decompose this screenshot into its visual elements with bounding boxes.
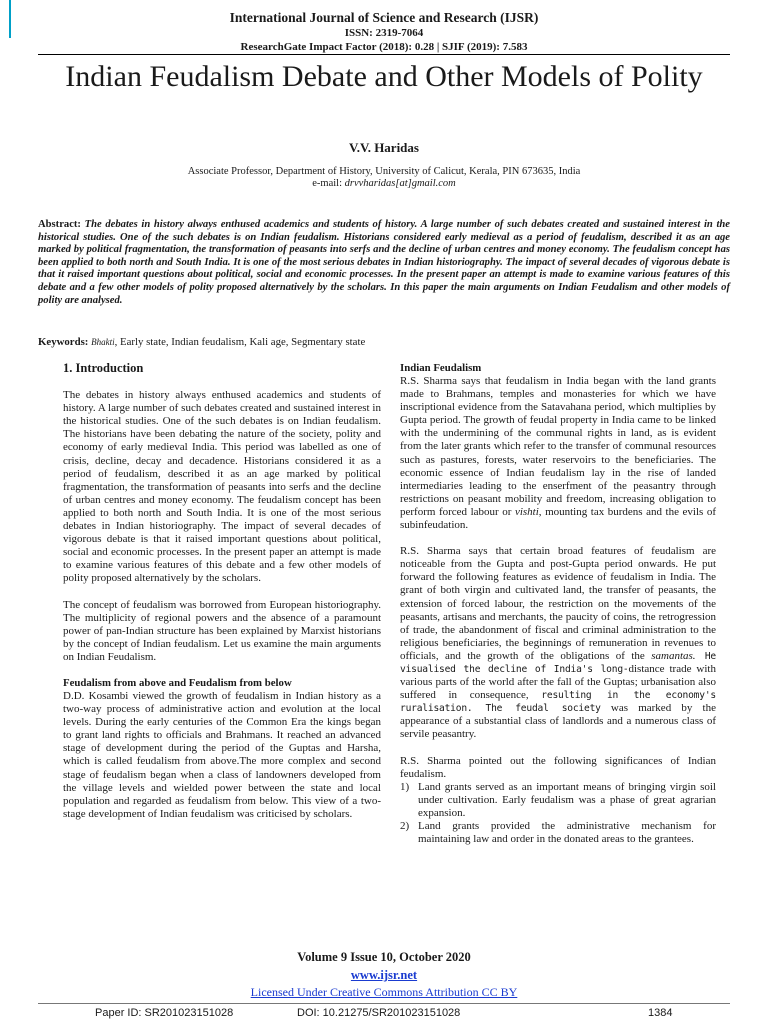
sharma-p2-mono-2: resulting in the economy's ruralisation. The feudal society	[400, 690, 716, 715]
keywords	[38, 336, 730, 348]
list-number: 2)	[400, 820, 410, 832]
journal-name: International Journal of Science and Research (IJSR)	[229, 10, 539, 25]
paper-title: Indian Feudalism Debate and Other Models of Polity	[65, 60, 703, 93]
email-label: e-mail:	[312, 178, 342, 189]
list-item	[400, 781, 716, 820]
journal-header	[0, 10, 768, 54]
footer-website-link[interactable]: www.ijsr.net	[350, 968, 418, 982]
issn: ISSN: 2319-7064	[344, 27, 424, 39]
footer-rule	[38, 1003, 730, 1004]
intro-paragraph-2: The concept of feudalism was borrowed from European historiography. The multiplicity of regional powers and the absence of a paramount power of pan-Indian structure has been explained by Marxist historians by the concept of Indian feudalism. Let us examine the main arguments on Indian Feudalism.	[63, 598, 381, 663]
sharma-p2-text-c: was marked by the appearance of a substantial class of landlords and a numerous class of servile peasantry.	[400, 702, 716, 741]
affiliation-block	[0, 166, 768, 190]
footer-volume: Volume 9 Issue 10, October 2020	[297, 950, 471, 964]
term-vishti: vishti	[514, 505, 539, 518]
subheading-indian-feudalism: Indian Feudalism	[400, 362, 482, 374]
list-item	[400, 820, 716, 846]
abstract	[38, 219, 730, 307]
list-text: Land grants provided the administrative mechanism for maintaining law and order in the donated areas to the grantees.	[418, 820, 716, 846]
list-number: 1)	[400, 780, 410, 793]
sharma-p2-mono-1: He visualised the decline of India's long-	[400, 650, 716, 675]
term-samantas: samantas.	[651, 649, 696, 662]
section-title-introduction: 1. Introduction	[63, 361, 144, 375]
footer-license-link[interactable]: Licensed Under Creative Commons Attribution CC BY	[250, 985, 518, 999]
sharma-p1-text-b: , mounting tax burdens and the evils of subinfeudation.	[400, 505, 716, 532]
author-name: V.V. Haridas	[349, 140, 419, 155]
sharma-paragraph-2	[400, 545, 716, 741]
footer-page-number: 1384	[648, 1007, 673, 1019]
kosambi-paragraph: D.D. Kosambi viewed the growth of feudalism in Indian history as a two-way process of administrative action and evolution at the local levels. During the early centuries of the Common Era the kings began to grant land rights to officials and Brahmans. It reached an advanced stage of development during the period of the Guptas and Harsha, which is called feudalism from above.The more complex and second stage of feudalism began when a class of landowners developed from the village levels and wielded power between the state and local population and regarded as feudalism from below. This view of a two-stage development of Indian feudalism was criticised by scholars.	[63, 689, 381, 820]
keywords-list: , Early state, Indian feudalism, Kali age, Segmentary state	[114, 336, 366, 348]
email-line	[0, 178, 768, 190]
subheading-feudalism-above-below: Feudalism from above and Feudalism from below	[63, 676, 292, 689]
abstract-label: Abstract:	[38, 219, 81, 230]
left-column	[63, 362, 381, 821]
list-text: Land grants served as an important means of bringing virgin soil under cultivation. Early feudalism was a phase of great agrarian expansion.	[418, 780, 716, 819]
sharma-paragraph-1	[400, 375, 716, 532]
sharma-p2-text-a: R.S. Sharma says that certain broad features of feudalism are noticeable from the Gupta and post-Gupta period onwards. He put forward the following features as evidence of feudalism in India. The grant of both virgin and cultivated land, the transfer of peasants, the extension of forced labour, the restriction on the movements of the peasants, artisans and merchants, the paucity of coins, the retrogression of trade, the abandonment of fiscal and criminal administration to the religious beneficiaries, the beginnings of remuneration in revenues to officials, and the growth of the obligations of the	[400, 545, 716, 662]
keyword-bhakti: Bhakti	[91, 337, 115, 347]
impact-factor: ResearchGate Impact Factor (2018): 0.28 | SJIF (2019): 7.583	[240, 41, 528, 53]
right-column	[400, 362, 716, 846]
intro-paragraph-1: The debates in history always enthused academics and students of history. A large number of such debates created and sustained interest in the historical studies. One of the such debates is on Indian feudalism. The historians have been debating the nature of the society, polity and economy of early medieval India. This period was labelled as one of crisis, decline, decay and decadence. Historians considered it as a period of feudalism, described it as an age marked by political fragmentation, the transformation of peasants into serfs and the decline of urban centres and money economy. The feudalism concept has been applied to both north and South India. It is one of the most serious debates in Indian historiography. The impact of several decades of vigorous debate is that it raised important questions about political, social and economic processes. In the present paper an attempt is made to examine various features of this debate and a few other models of polity proposed alternatively by the scholars.	[63, 389, 381, 585]
sharma-p2-text-b: distance trade with various parts of the world after the fall of the Guptas; urbanisation also suffered in consequence,	[400, 662, 716, 702]
abstract-text: The debates in history always enthused academics and students of history. A large number of such debates created and sustained interest in the historical studies. One of the such debates is on Indian feudalism. Historians considered early medieval as a period of feudalism, described it as an age marked by political fragmentation, the transformation of peasants into serfs and the decline of urban centres and money economy. The feudalism concept has been applied to both north and South India. It is one of the most serious debates in Indian historiography. The impact of several decades of vigorous debate is that it raised important questions about political, social and economic processes. In the present paper an attempt is made to examine various features of this debate and a few other models of polity proposed alternatively by the scholars. In this paper the main arguments on Indian Feudalism and other models of polity are analysed.	[38, 219, 730, 306]
significance-list	[400, 781, 716, 846]
footer-paper-id: Paper ID: SR201023151028	[95, 1007, 234, 1019]
sharma-p1-text-a: R.S. Sharma says that feudalism in India began with the land grants made to Brahmans, temples and monasteries for which we have inscriptional evidence from the Satavahana period, which multiplies by Gupta period. The growth of feudal property in India came to be linked with the undermining of the communal rights in land, as is evident from the later grants which refer to the transfer of communal resources such as pastures, forests, water reservoirs to the beneficiaries. The economic essence of Indian feudalism lay in the rise of landed intermediaries leading to the enserfment of the peasantry through restrictions on peasant mobility and freedom, increasing obligation to perform forced labour or	[400, 375, 716, 518]
sharma-paragraph-3: R.S. Sharma pointed out the following significances of Indian feudalism.	[400, 754, 716, 780]
header-rule	[38, 54, 730, 55]
email-address[interactable]: drvvharidas[at]gmail.com	[344, 178, 456, 189]
affiliation: Associate Professor, Department of History, University of Calicut, Kerala, PIN 673635, India	[187, 166, 581, 177]
keywords-label: Keywords:	[38, 336, 89, 348]
footer-doi: DOI: 10.21275/SR201023151028	[297, 1007, 461, 1019]
